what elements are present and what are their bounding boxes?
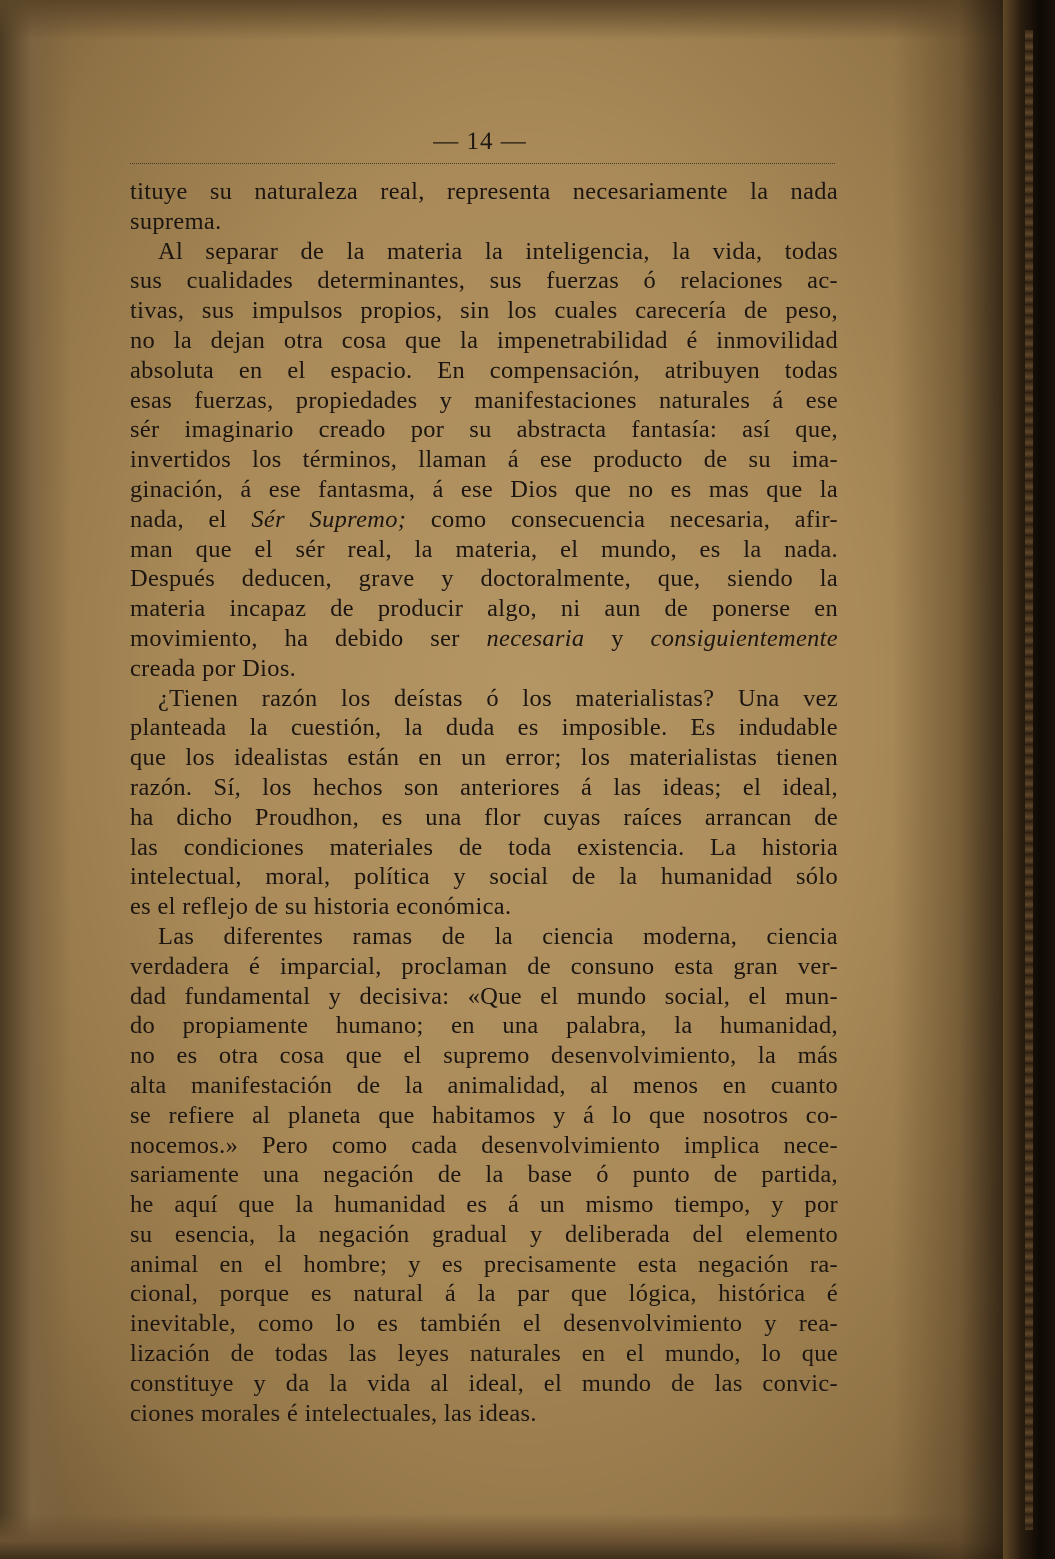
page-gutter-shadow [0, 0, 70, 1559]
text-line: suprema. [130, 207, 222, 235]
text-line: no es otra cosa que el supremo desenvolvimiento, la más [130, 1042, 838, 1070]
text-line: sariamente una negación de la base ó punto de partida, [130, 1161, 838, 1189]
text-line: ha dicho Proudhon, es una flor cuyas raíces arrancan de [130, 803, 838, 831]
body-text [130, 177, 838, 1428]
text-run: y [584, 624, 651, 652]
text-line: creada por Dios. [130, 654, 297, 682]
text-line: alta manifestación de la animalidad, al menos en cuanto [130, 1071, 838, 1099]
italic-phrase: Sér Supremo; [251, 505, 407, 533]
text-line: dad fundamental y decisiva: «Que el mundo social, el mun- [130, 982, 838, 1010]
text-run: movimiento, ha debido ser [130, 624, 487, 652]
text-line: ¿Tienen razón los deístas ó los materialistas? Una vez [158, 684, 838, 712]
page-number-header: — 14 — [433, 128, 527, 155]
text-line [130, 505, 838, 535]
text-line: he aquí que la humanidad es á un mismo tiempo, y por [130, 1191, 838, 1219]
text-line: esas fuerzas, propiedades y manifestaciones naturales á ese [130, 386, 838, 414]
text-line: intelectual, moral, política y social de la humanidad sólo [130, 863, 838, 891]
text-line: tivas, sus impulsos propios, sin los cuales carecería de peso, [130, 297, 838, 325]
spine-binding-thread [1025, 30, 1033, 1530]
text-line: razón. Sí, los hechos son anteriores á las ideas; el ideal, [130, 773, 838, 801]
text-line: Después deducen, grave y doctoralmente, que, siendo la [130, 565, 838, 593]
text-line: cional, porque es natural á la par que lógica, histórica é [130, 1280, 838, 1308]
text-line: Las diferentes ramas de la ciencia moderna, ciencia [158, 922, 838, 950]
text-line: lización de todas las leyes naturales en el mundo, lo que [130, 1340, 838, 1368]
text-line: sus cualidades determinantes, sus fuerzas ó relaciones ac- [130, 267, 838, 295]
text-run: como consecuencia necesaria, afir- [406, 505, 838, 533]
text-line: tituye su naturaleza real, representa necesariamente la nada [130, 178, 838, 205]
text-line: materia incapaz de producir algo, ni aun de ponerse en [130, 595, 838, 623]
text-line: ciones morales é intelectuales, las ideas. [130, 1399, 537, 1427]
text-line [130, 624, 838, 654]
text-line: animal en el hombre; y es precisamente esta negación ra- [130, 1250, 838, 1278]
text-line: absoluta en el espacio. En compensación, atribuyen todas [130, 356, 838, 384]
text-line: man que el sér real, la materia, el mundo, es la nada. [130, 535, 838, 563]
header-rule [130, 163, 835, 164]
text-line: las condiciones materiales de toda existencia. La historia [130, 833, 838, 861]
text-line: nocemos.» Pero como cada desenvolvimiento implica nece- [130, 1131, 838, 1159]
text-line: invertidos los términos, llaman á ese producto de su ima- [130, 446, 838, 474]
text-line: do propiamente humano; en una palabra, la humanidad, [130, 1012, 838, 1040]
text-line: sér imaginario creado por su abstracta fantasía: así que, [130, 416, 838, 444]
text-run: nada, el [130, 505, 252, 533]
text-line: se refiere al planeta que habitamos y á lo que nosotros co- [130, 1101, 838, 1129]
text-line: inevitable, como lo es también el desenvolvimiento y rea- [130, 1310, 838, 1338]
text-line: verdadera é imparcial, proclaman de consuno esta gran ver- [130, 952, 838, 980]
page-fray-edge [893, 0, 1003, 1559]
italic-phrase: necesaria [486, 624, 585, 652]
text-line: constituye y da la vida al ideal, el mundo de las convic- [130, 1369, 838, 1397]
italic-phrase: consiguientemente [650, 624, 838, 652]
text-line: es el reflejo de su historia económica. [130, 893, 512, 921]
text-line: planteada la cuestión, la duda es imposible. Es indudable [130, 714, 838, 742]
text-line: ginación, á ese fantasma, á ese Dios que no es mas que la [130, 475, 838, 503]
text-line: su esencia, la negación gradual y deliberada del elemento [130, 1220, 838, 1248]
text-line: Al separar de la materia la inteligencia, la vida, todas [158, 237, 838, 265]
text-line: no la dejan otra cosa que la impenetrabilidad é inmovilidad [130, 326, 838, 354]
text-line: que los idealistas están en un error; los materialistas tienen [130, 744, 838, 772]
